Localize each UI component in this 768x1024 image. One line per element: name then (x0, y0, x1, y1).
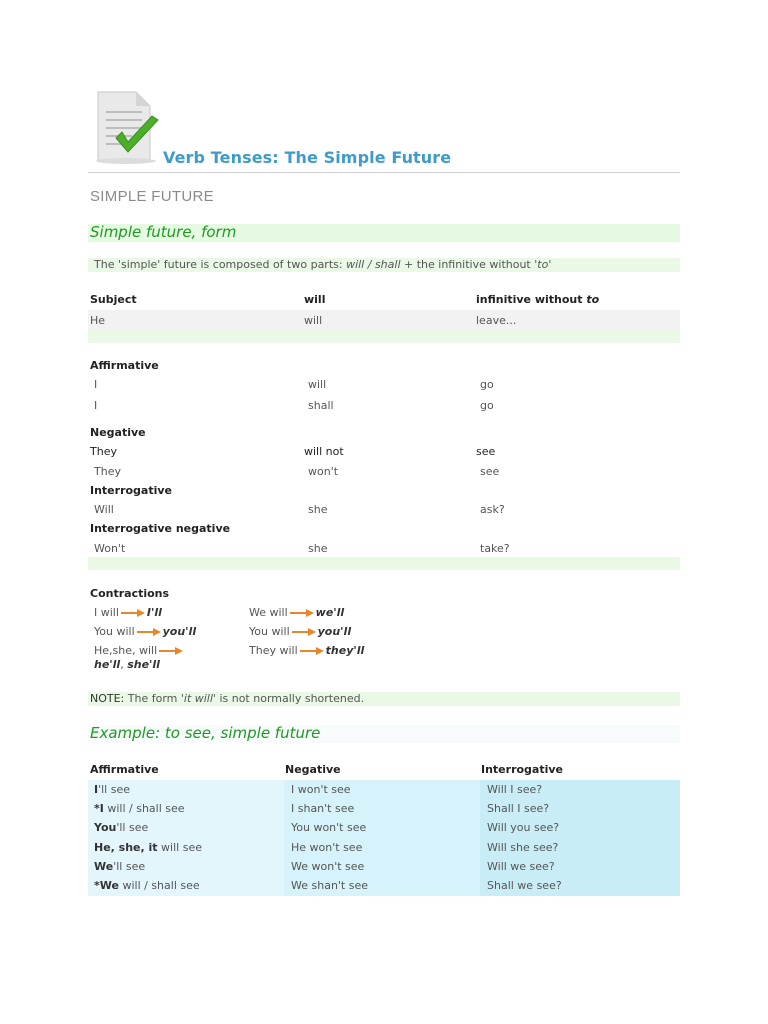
int-row1-verb: ask? (480, 503, 505, 516)
contraction-i-will: I will I'll (94, 606, 162, 619)
neg-head-subject: They (90, 445, 117, 458)
neg-row1-verb: see (480, 465, 500, 478)
example-heading: Example: to see, simple future (90, 724, 321, 742)
example-aff-row: *We will / shall see (94, 879, 200, 892)
aff-row1-verb: go (480, 378, 494, 391)
int-row1-aux: Will (94, 503, 114, 516)
page-title: Verb Tenses: The Simple Future (163, 148, 452, 167)
contraction-you-will: You will you'll (94, 625, 197, 638)
contraction-he-she-result: he'll, she'll (94, 658, 160, 671)
interrogative-label: Interrogative (90, 484, 173, 497)
note-band (88, 692, 680, 706)
contraction-they-will: They will they'll (249, 644, 365, 657)
aff-row1-subject: I (94, 378, 98, 391)
example-neg-row: We shan't see (291, 879, 369, 892)
example-int-row: Will I see? (487, 783, 543, 796)
note-text: NOTE: The form 'it will' is not normally shortened. (90, 692, 365, 705)
example-header-negative: Negative (285, 763, 341, 776)
example-header-interrogative: Interrogative (481, 763, 564, 776)
example-int-row: Shall we see? (487, 879, 562, 892)
neg-row1-aux: won't (308, 465, 339, 478)
arrow-right-icon (137, 627, 161, 637)
example-int-row: Will you see? (487, 821, 560, 834)
form-heading-bar (88, 224, 680, 242)
aff-row2-subject: I (94, 399, 98, 412)
example-neg-row: I shan't see (291, 802, 355, 815)
form-header-subject: Subject (90, 293, 137, 306)
int-row1-subject: she (308, 503, 328, 516)
contraction-he-she-will: He,she, will (94, 644, 185, 657)
arrow-right-icon (300, 646, 324, 656)
example-neg-row: We won't see (291, 860, 365, 873)
aff-row2-verb: go (480, 399, 494, 412)
form-cell-infinitive: leave... (476, 314, 517, 327)
example-aff-row: He, she, it will see (94, 841, 202, 854)
example-aff-row: You'll see (94, 821, 149, 834)
affirmative-label: Affirmative (90, 359, 159, 372)
form-header-will: will (304, 293, 326, 306)
intneg-row1-verb: take? (480, 542, 510, 555)
arrow-right-icon (121, 608, 145, 618)
contractions-label: Contractions (90, 587, 170, 600)
page-header (88, 88, 680, 173)
intro-text: The 'simple' future is composed of two parts: will / shall + the infinitive without 'to' (94, 258, 552, 271)
example-neg-row: You won't see (291, 821, 367, 834)
arrow-right-icon (292, 627, 316, 637)
contraction-you-will-2: You will you'll (249, 625, 352, 638)
neg-head-aux: will not (304, 445, 344, 458)
example-neg-row: He won't see (291, 841, 363, 854)
form-heading: Simple future, form (90, 223, 237, 241)
form-header-infinitive: infinitive without to (476, 293, 600, 306)
arrow-right-icon (290, 608, 314, 618)
section-label: SIMPLE FUTURE (90, 188, 214, 205)
example-heading-bar (88, 725, 680, 743)
contraction-we-will: We will we'll (249, 606, 345, 619)
interrogative-negative-label: Interrogative negative (90, 522, 231, 535)
form-cell-will: will (304, 314, 323, 327)
form-cell-subject: He (90, 314, 106, 327)
aff-row1-aux: will (308, 378, 327, 391)
form-row (88, 310, 680, 330)
form-divider-band (88, 330, 680, 343)
intneg-row1-subject: she (308, 542, 328, 555)
intneg-row1-aux: Won't (94, 542, 126, 555)
aff-row2-aux: shall (308, 399, 334, 412)
neg-row1-subject: They (94, 465, 121, 478)
arrow-right-icon (159, 646, 183, 656)
example-neg-row: I won't see (291, 783, 351, 796)
document-check-icon (92, 88, 164, 164)
example-int-row: Will she see? (487, 841, 559, 854)
example-int-row: Will we see? (487, 860, 555, 873)
example-aff-row: *I will / shall see (94, 802, 185, 815)
usage-divider-band (88, 557, 680, 570)
example-int-row: Shall I see? (487, 802, 550, 815)
intro-band (88, 258, 680, 272)
example-header-affirmative: Affirmative (90, 763, 159, 776)
negative-label: Negative (90, 426, 146, 439)
neg-head-verb: see (476, 445, 496, 458)
example-aff-row: I'll see (94, 783, 130, 796)
example-aff-row: We'll see (94, 860, 146, 873)
